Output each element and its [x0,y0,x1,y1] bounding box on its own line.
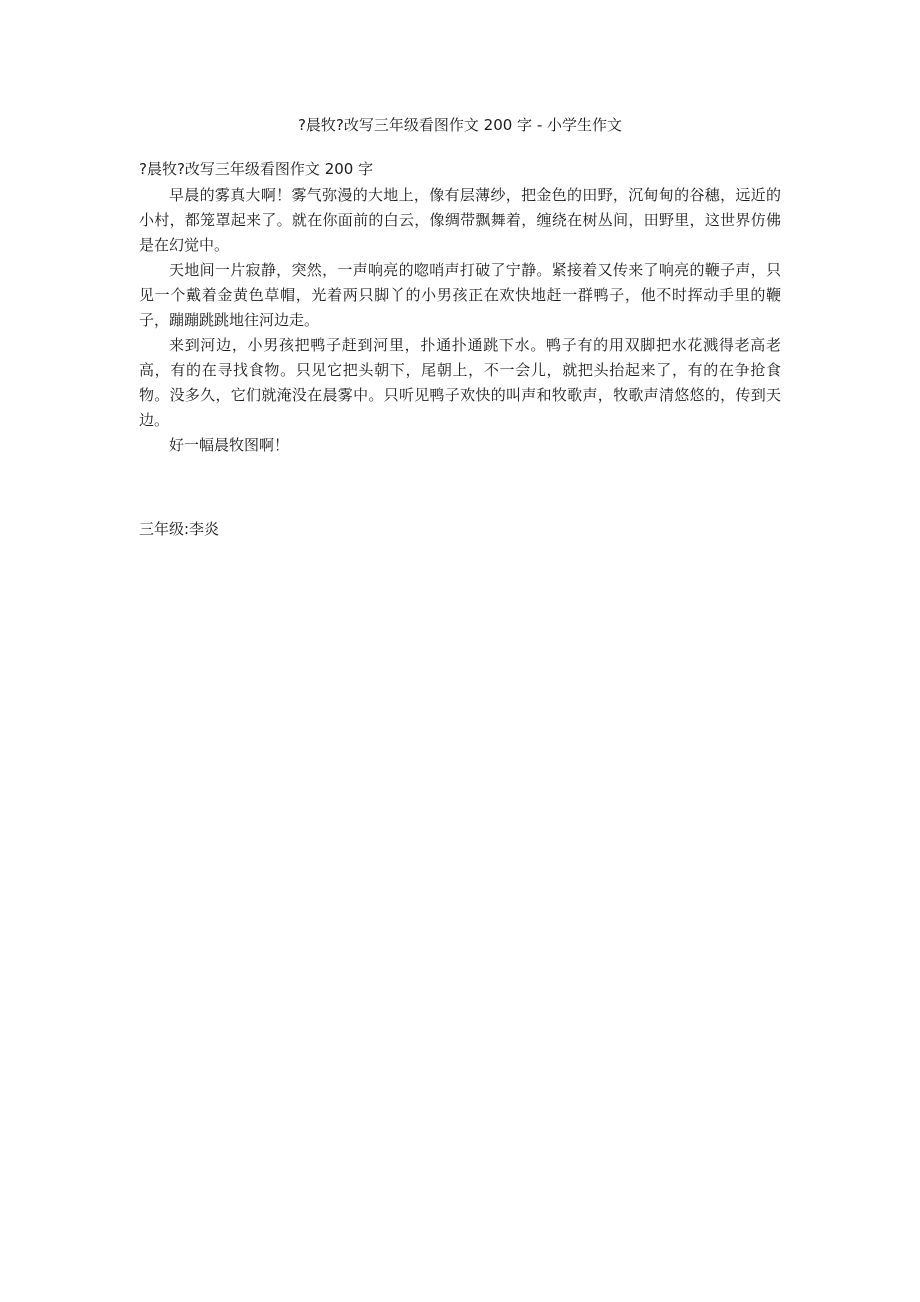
document-title: ?晨牧?改写三年级看图作文 200 字 - 小学生作文 [297,116,623,134]
paragraph-4: 好一幅晨牧图啊！ [169,436,290,454]
paragraph-3: 来到河边，小男孩把鸭子赶到河里，扑通扑通跳下水。鸭子有的用双脚把水花溅得老高老高，有的在寻找食物。只见它把头朝下，尾朝上，不一会儿，就把头抬起来了，有的在争抢食物。没多久，它们就淹没在晨雾中。只听见鸭子欢快的叫声和牧歌声，牧歌声清悠悠的，传到天边。 [139,336,781,429]
author-line: 三年级:李炎 [139,520,220,538]
article-subtitle: ?晨牧?改写三年级看图作文 200 字 [139,160,374,178]
paragraph-1: 早晨的雾真大啊！雾气弥漫的大地上，像有层薄纱，把金色的田野，沉甸甸的谷穗，远近的小村，都笼罩起来了。就在你面前的白云，像绸带飘舞着，缠绕在树丛间，田野里，这世界仿佛是在幻觉中。 [139,186,781,254]
article-body [139,158,781,458]
paragraph-2: 天地间一片寂静，突然，一声响亮的唿哨声打破了宁静。紧接着又传来了响亮的鞭子声，只见一个戴着金黄色草帽，光着两只脚丫的小男孩正在欢快地赶一群鸭子，他不时挥动手里的鞭子，蹦蹦跳跳地往河边走。 [139,261,781,329]
